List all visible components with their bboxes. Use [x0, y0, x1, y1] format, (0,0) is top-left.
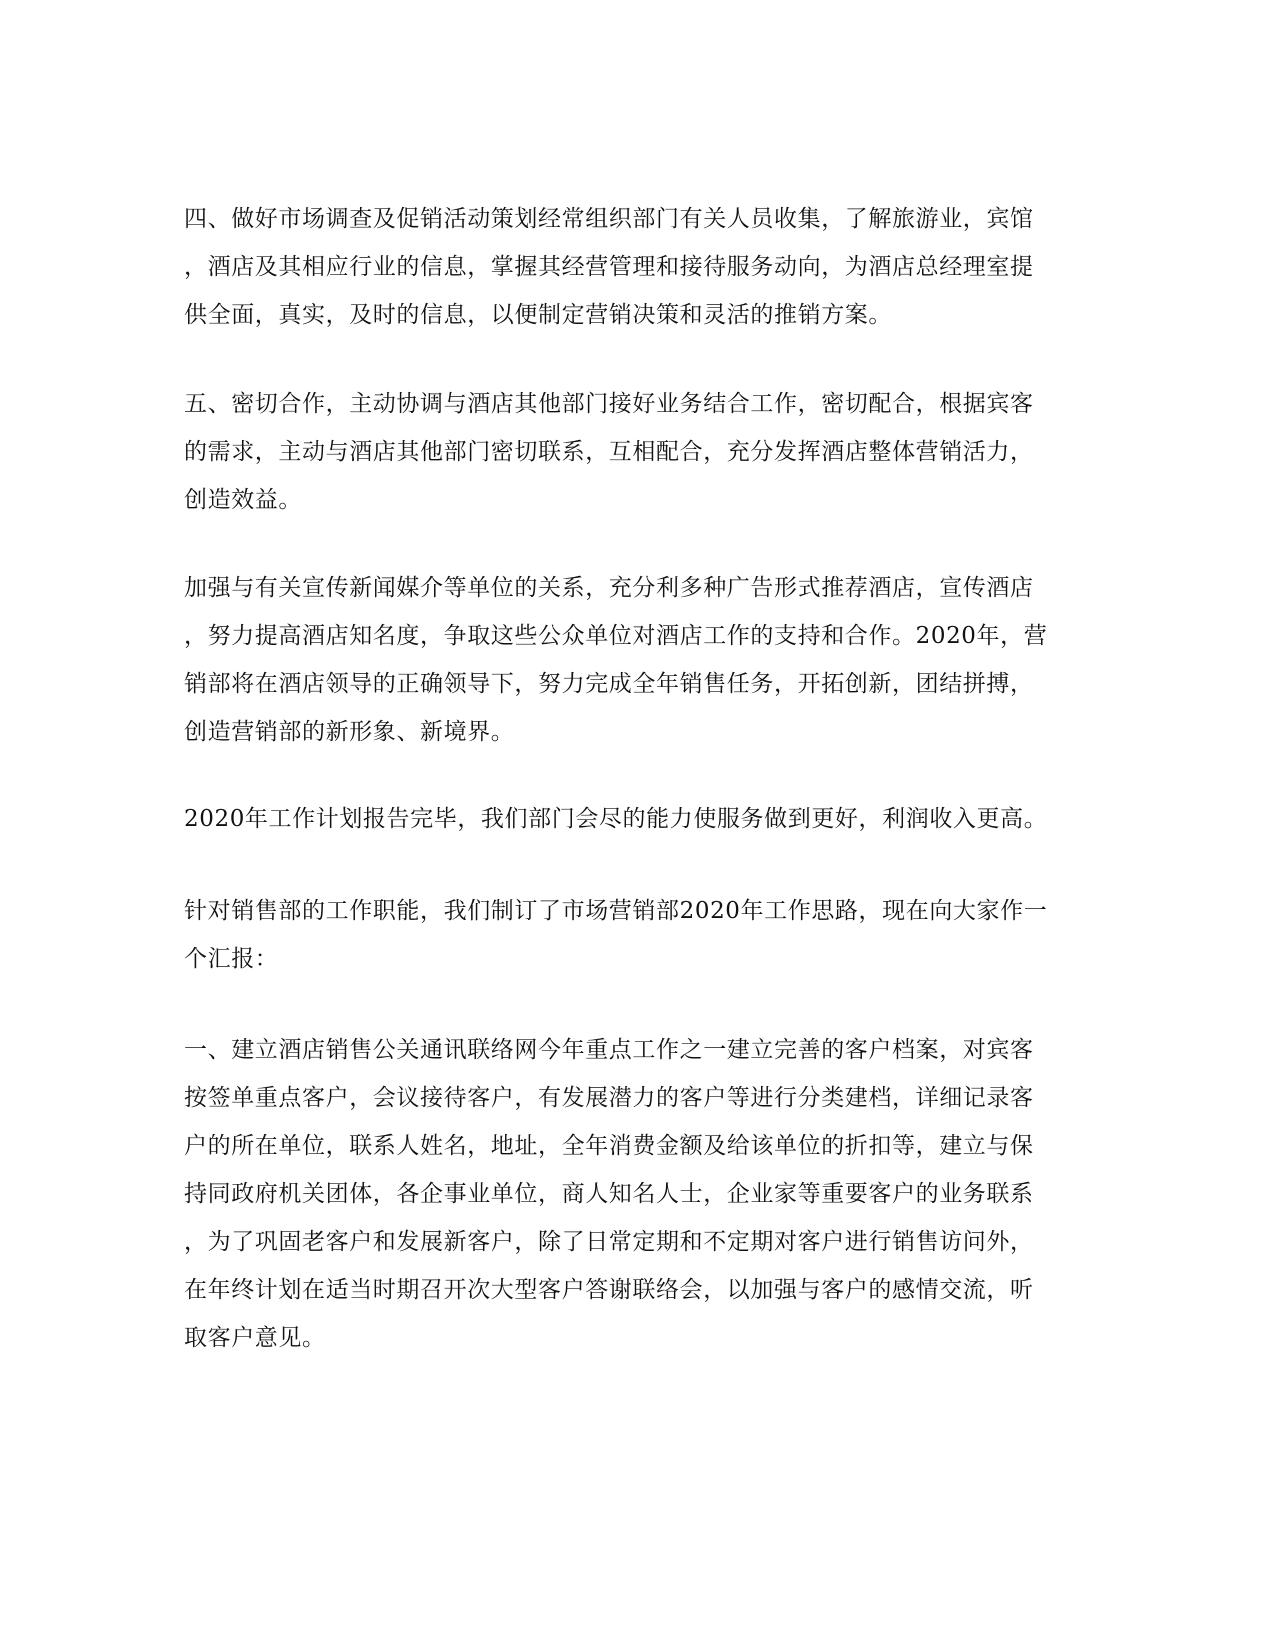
paragraph-line: 持同政府机关团体，各企事业单位，商人知名人士，企业家等重要客户的业务联系 — [184, 1181, 1034, 1207]
paragraph-line: 针对销售部的工作职能，我们制订了市场营销部2020年工作思路，现在向大家作一 — [184, 898, 1048, 924]
paragraph-line: 四、做好市场调查及促销活动策划经常组织部门有关人员收集，了解旅游业，宾馆 — [184, 206, 1034, 232]
paragraph-market-research — [184, 195, 1084, 339]
paragraph-line: ，为了巩固老客户和发展新客户，除了日常定期和不定期对客户进行销售访问外， — [184, 1229, 1034, 1255]
paragraph-line: 创造效益。 — [184, 487, 302, 513]
paragraph-line: 2020年工作计划报告完毕，我们部门会尽的能力使服务做到更好，利润收入更高。 — [184, 806, 1048, 832]
paragraph-media-relations — [184, 564, 1084, 756]
paragraph-line: 创造营销部的新形象、新境界。 — [184, 719, 515, 745]
paragraph-line: 供全面，真实，及时的信息，以便制定营销决策和灵活的推销方案。 — [184, 302, 892, 328]
paragraph-cooperation — [184, 380, 1084, 524]
paragraph-line: 在年终计划在适当时期召开次大型客户答谢联络会，以加强与客户的感情交流，听 — [184, 1277, 1034, 1303]
paragraph-work-plan-intro — [184, 887, 1084, 983]
paragraph-line: 按签单重点客户，会议接待客户，有发展潜力的客户等进行分类建档，详细记录客 — [184, 1085, 1034, 1111]
paragraph-line: 五、密切合作，主动协调与酒店其他部门接好业务结合工作，密切配合，根据宾客 — [184, 391, 1034, 417]
paragraph-line: 一、建立酒店销售公关通讯联络网今年重点工作之一建立完善的客户档案，对宾客 — [184, 1037, 1034, 1063]
paragraph-line: 加强与有关宣传新闻媒介等单位的关系，充分利多种广告形式推荐酒店，宣传酒店 — [184, 575, 1034, 601]
paragraph-line: ，努力提高酒店知名度，争取这些公众单位对酒店工作的支持和合作。2020年，营 — [184, 623, 1048, 649]
paragraph-line: 的需求，主动与酒店其他部门密切联系，互相配合，充分发挥酒店整体营销活力， — [184, 439, 1034, 465]
paragraph-customer-network — [184, 1026, 1084, 1362]
paragraph-line: 销部将在酒店领导的正确领导下，努力完成全年销售任务，开拓创新，团结拼搏， — [184, 671, 1034, 697]
paragraph-line: 取客户意见。 — [184, 1325, 326, 1351]
paragraph-line: 户的所在单位，联系人姓名，地址，全年消费金额及给该单位的折扣等，建立与保 — [184, 1133, 1034, 1159]
paragraph-line: ，酒店及其相应行业的信息，掌握其经营管理和接待服务动向，为酒店总经理室提 — [184, 254, 1034, 280]
paragraph-report-conclusion — [184, 795, 1084, 843]
paragraph-line: 个汇报： — [184, 946, 279, 972]
